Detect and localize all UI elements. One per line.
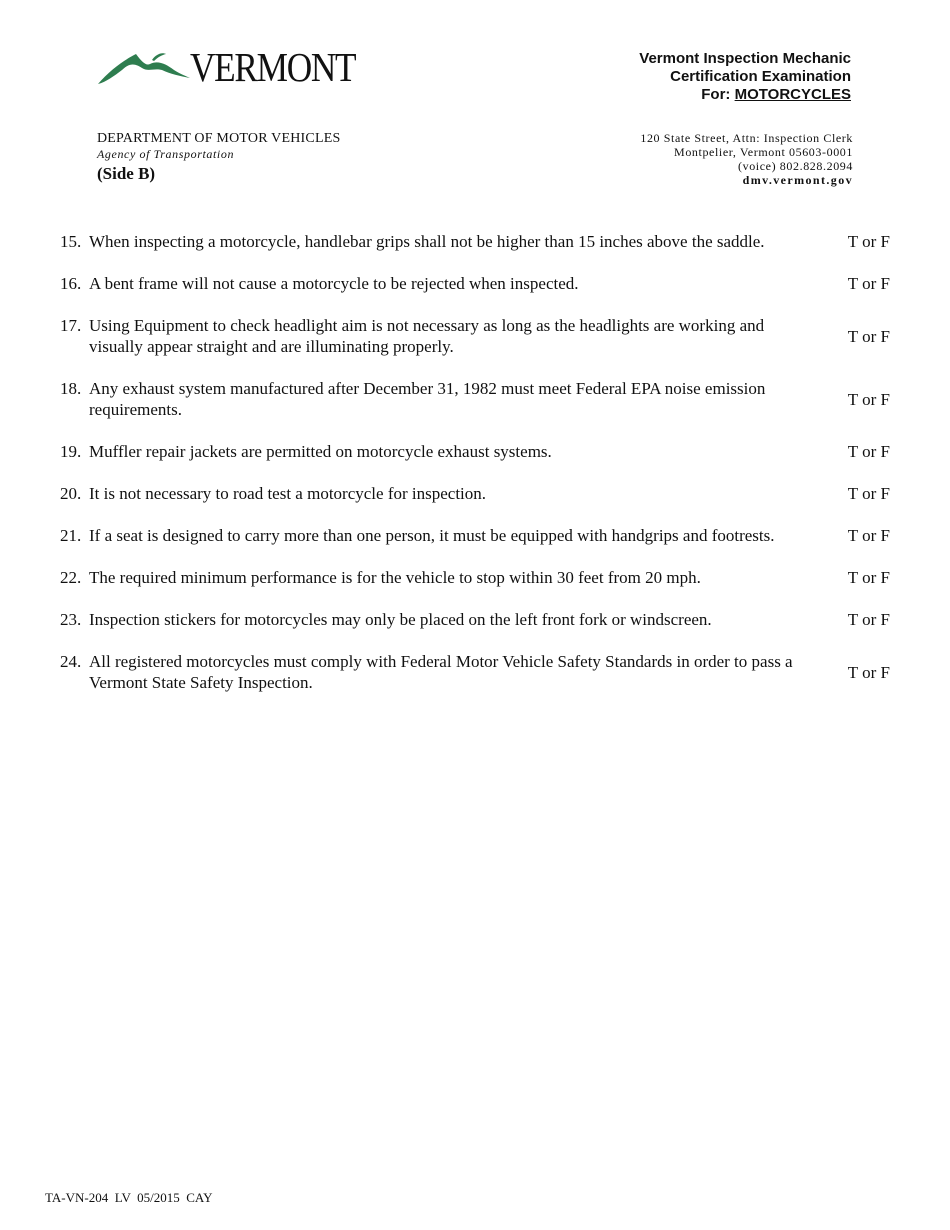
address-line2: Montpelier, Vermont 05603-0001 (674, 145, 853, 159)
question-text: Any exhaust system manufactured after December 31, 1982 must meet Federal EPA noise emission requirements. (89, 379, 766, 419)
exam-for-value: MOTORCYCLES (734, 86, 851, 103)
question-text: A bent frame will not cause a motorcycle to be rejected when inspected. (89, 274, 579, 293)
answer-choice: T or F (847, 610, 890, 629)
question-list (60, 231, 900, 714)
question-text: When inspecting a motorcycle, handlebar grips shall not be higher than 15 inches above the saddle. (89, 232, 765, 251)
exam-for-label: For: (701, 86, 731, 103)
question-text: Inspection stickers for motorcycles may only be placed on the left front fork or windscreen. (89, 610, 712, 629)
vermont-logo (96, 44, 366, 92)
address-line1: 120 State Street, Attn: Inspection Clerk (640, 131, 853, 145)
question-item (60, 651, 900, 693)
question-item (60, 231, 900, 252)
address-website: dmv.vermont.gov (742, 173, 853, 187)
question-number: 22. (60, 568, 82, 587)
department-name: DEPARTMENT OF MOTOR VEHICLES (97, 131, 341, 146)
exam-title-block (639, 50, 851, 104)
side-label: (Side B) (97, 164, 156, 183)
question-number: 20. (60, 484, 82, 503)
question-item (60, 273, 900, 294)
question-item (60, 525, 900, 546)
address-phone: (voice) 802.828.2094 (738, 159, 853, 173)
question-number: 23. (60, 610, 82, 629)
question-number: 21. (60, 526, 82, 545)
address-block (640, 131, 853, 187)
question-number: 15. (60, 232, 82, 251)
question-text: If a seat is designed to carry more than one person, it must be equipped with handgrips and footrests. (89, 526, 775, 545)
question-item (60, 567, 900, 588)
answer-choice: T or F (847, 274, 890, 293)
question-text: Using Equipment to check headlight aim is not necessary as long as the headlights are working and visually appear straight and are illuminating properly. (89, 316, 765, 356)
exam-title-line2: Certification Examination (670, 68, 851, 85)
exam-title-line1: Vermont Inspection Mechanic (639, 50, 851, 67)
question-text: It is not necessary to road test a motorcycle for inspection. (89, 484, 487, 503)
mountain-icon (96, 48, 191, 88)
question-text: The required minimum performance is for the vehicle to stop within 30 feet from 20 mph. (89, 568, 701, 587)
exam-for-line (639, 86, 851, 104)
question-number: 24. (60, 652, 82, 671)
answer-choice: T or F (847, 389, 890, 409)
answer-choice: T or F (847, 442, 890, 461)
answer-choice: T or F (847, 662, 890, 682)
question-item (60, 609, 900, 630)
question-item (60, 315, 900, 357)
logo-wordmark: VERMONT (190, 44, 356, 90)
question-item (60, 378, 900, 420)
question-item (60, 441, 900, 462)
question-item (60, 483, 900, 504)
question-text: All registered motorcycles must comply with Federal Motor Vehicle Safety Standards in order to pass a Vermont State Safety Inspection. (89, 652, 793, 692)
answer-choice: T or F (847, 326, 890, 346)
answer-choice: T or F (847, 484, 890, 503)
question-number: 19. (60, 442, 82, 461)
question-text: Muffler repair jackets are permitted on motorcycle exhaust systems. (89, 442, 552, 461)
answer-choice: T or F (847, 526, 890, 545)
answer-choice: T or F (847, 568, 890, 587)
agency-name: Agency of Transportation (97, 147, 235, 161)
question-number: 16. (60, 274, 82, 293)
answer-choice: T or F (847, 232, 890, 251)
question-number: 18. (60, 379, 82, 398)
form-code: TA-VN-204 LV 05/2015 CAY (45, 1190, 213, 1205)
department-block (97, 131, 340, 185)
question-number: 17. (60, 316, 82, 335)
